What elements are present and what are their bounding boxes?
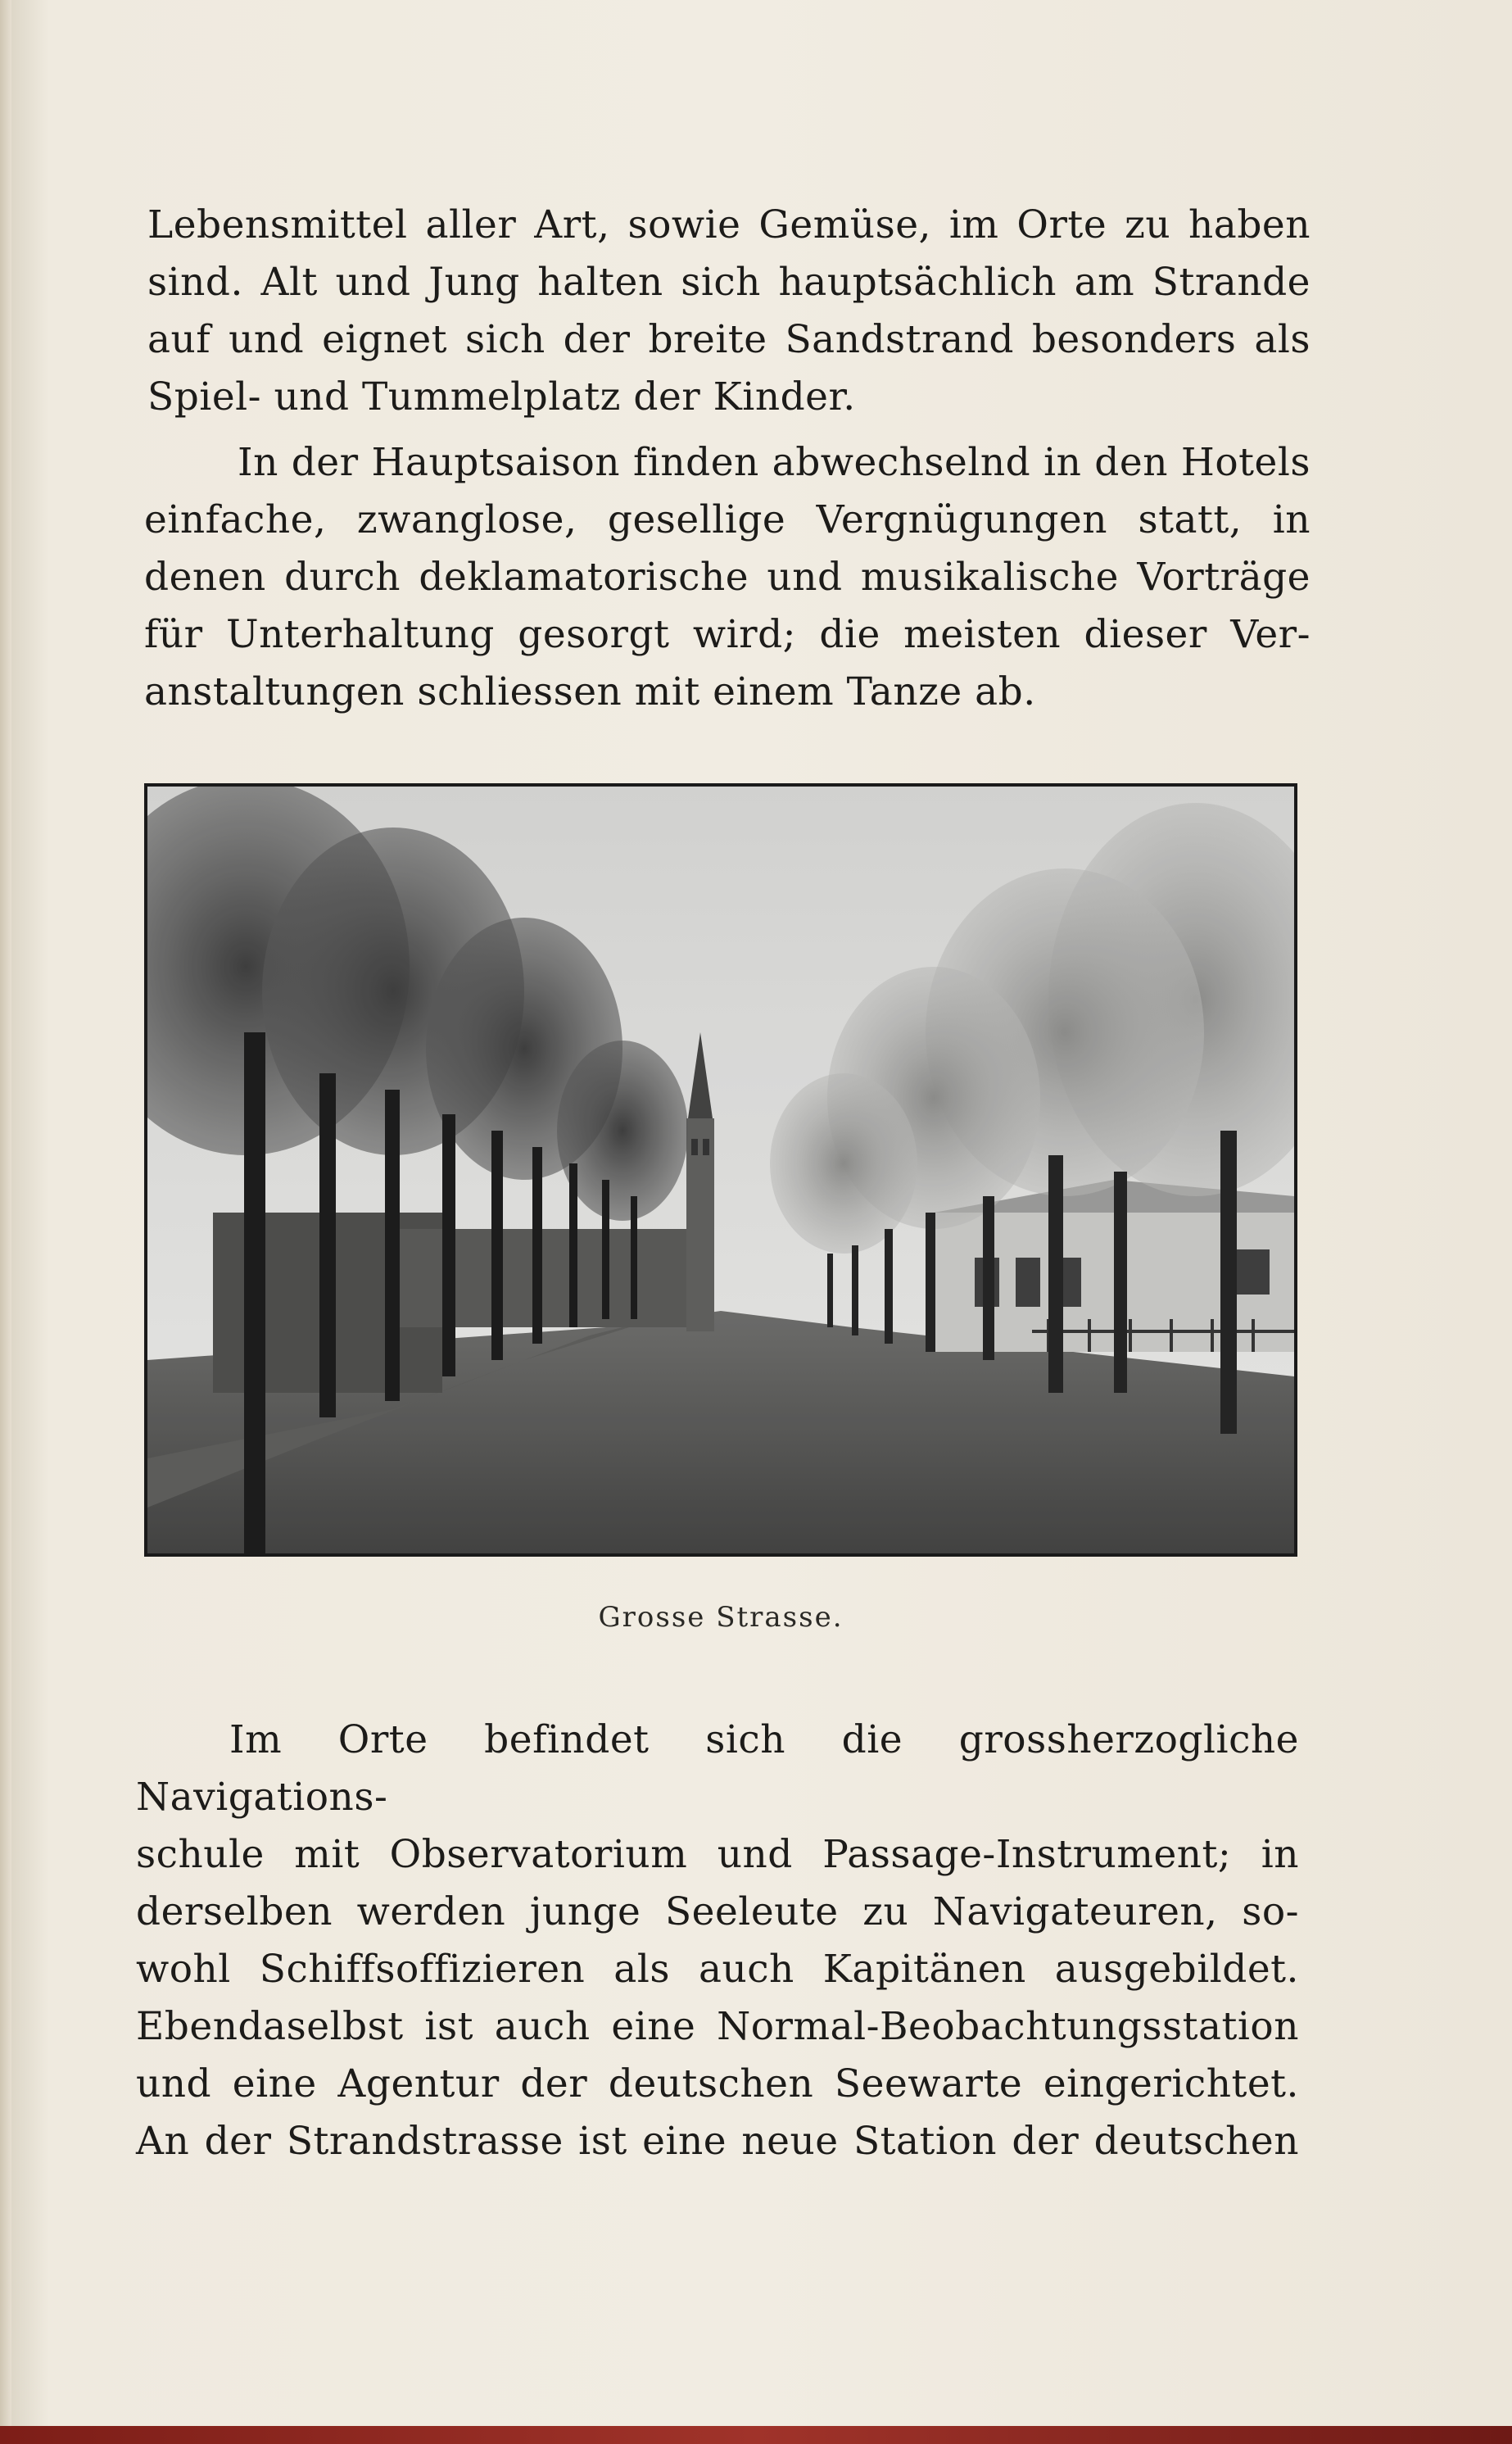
- paragraph-2-line: anstaltungen schliessen mit einem Tanze ab.: [144, 669, 1036, 714]
- paragraph-2-line: denen durch deklamatorische und musikalische Vorträge: [144, 555, 1311, 600]
- binding-strip: [0, 2426, 1512, 2444]
- street-photograph-image: [147, 787, 1294, 1553]
- paragraph-1-line: Lebensmittel aller Art, sowie Gemüse, im Orte zu haben: [147, 202, 1311, 247]
- street-photograph: [144, 783, 1297, 1557]
- paragraph-2-line: für Unterhaltung gesorgt wird; die meisten dieser Ver-: [144, 612, 1311, 657]
- paragraph-3-line: derselben werden junge Seeleute zu Navigateuren, so-: [136, 1889, 1299, 1934]
- photo-caption: Grosse Strasse.: [598, 1601, 844, 1634]
- paragraph-2: [144, 434, 1311, 721]
- page-binding-edge: [0, 0, 11, 2444]
- paragraph-3-line: und eine Agentur der deutschen Seewarte eingerichtet.: [136, 2061, 1299, 2106]
- paragraph-1-line: auf und eignet sich der breite Sandstrand besonders als: [147, 317, 1311, 362]
- paragraph-3-line: An der Strandstrasse ist eine neue Station der deutschen: [136, 2119, 1299, 2164]
- paragraph-1-line: sind. Alt und Jung halten sich hauptsächlich am Strande: [147, 260, 1311, 305]
- paragraph-3-line: Ebendaselbst ist auch eine Normal-Beobachtungsstation: [136, 2004, 1299, 2049]
- paragraph-2-line: In der Hauptsaison finden abwechselnd in den Hotels: [238, 440, 1311, 485]
- paragraph-1-line: Spiel- und Tummelplatz der Kinder.: [147, 374, 856, 419]
- paragraph-3-line: schule mit Observatorium und Passage-Instrument; in: [136, 1832, 1299, 1877]
- paragraph-3: [136, 1712, 1299, 2170]
- paragraph-3-line: wohl Schiffsoffizieren als auch Kapitänen ausgebildet.: [136, 1947, 1299, 1992]
- paragraph-1: [147, 197, 1311, 426]
- paragraph-2-line: einfache, zwanglose, gesellige Vergnügungen statt, in: [144, 497, 1311, 542]
- paragraph-3-line: Im Orte befindet sich die grossherzogliche Navigations-: [136, 1717, 1299, 1820]
